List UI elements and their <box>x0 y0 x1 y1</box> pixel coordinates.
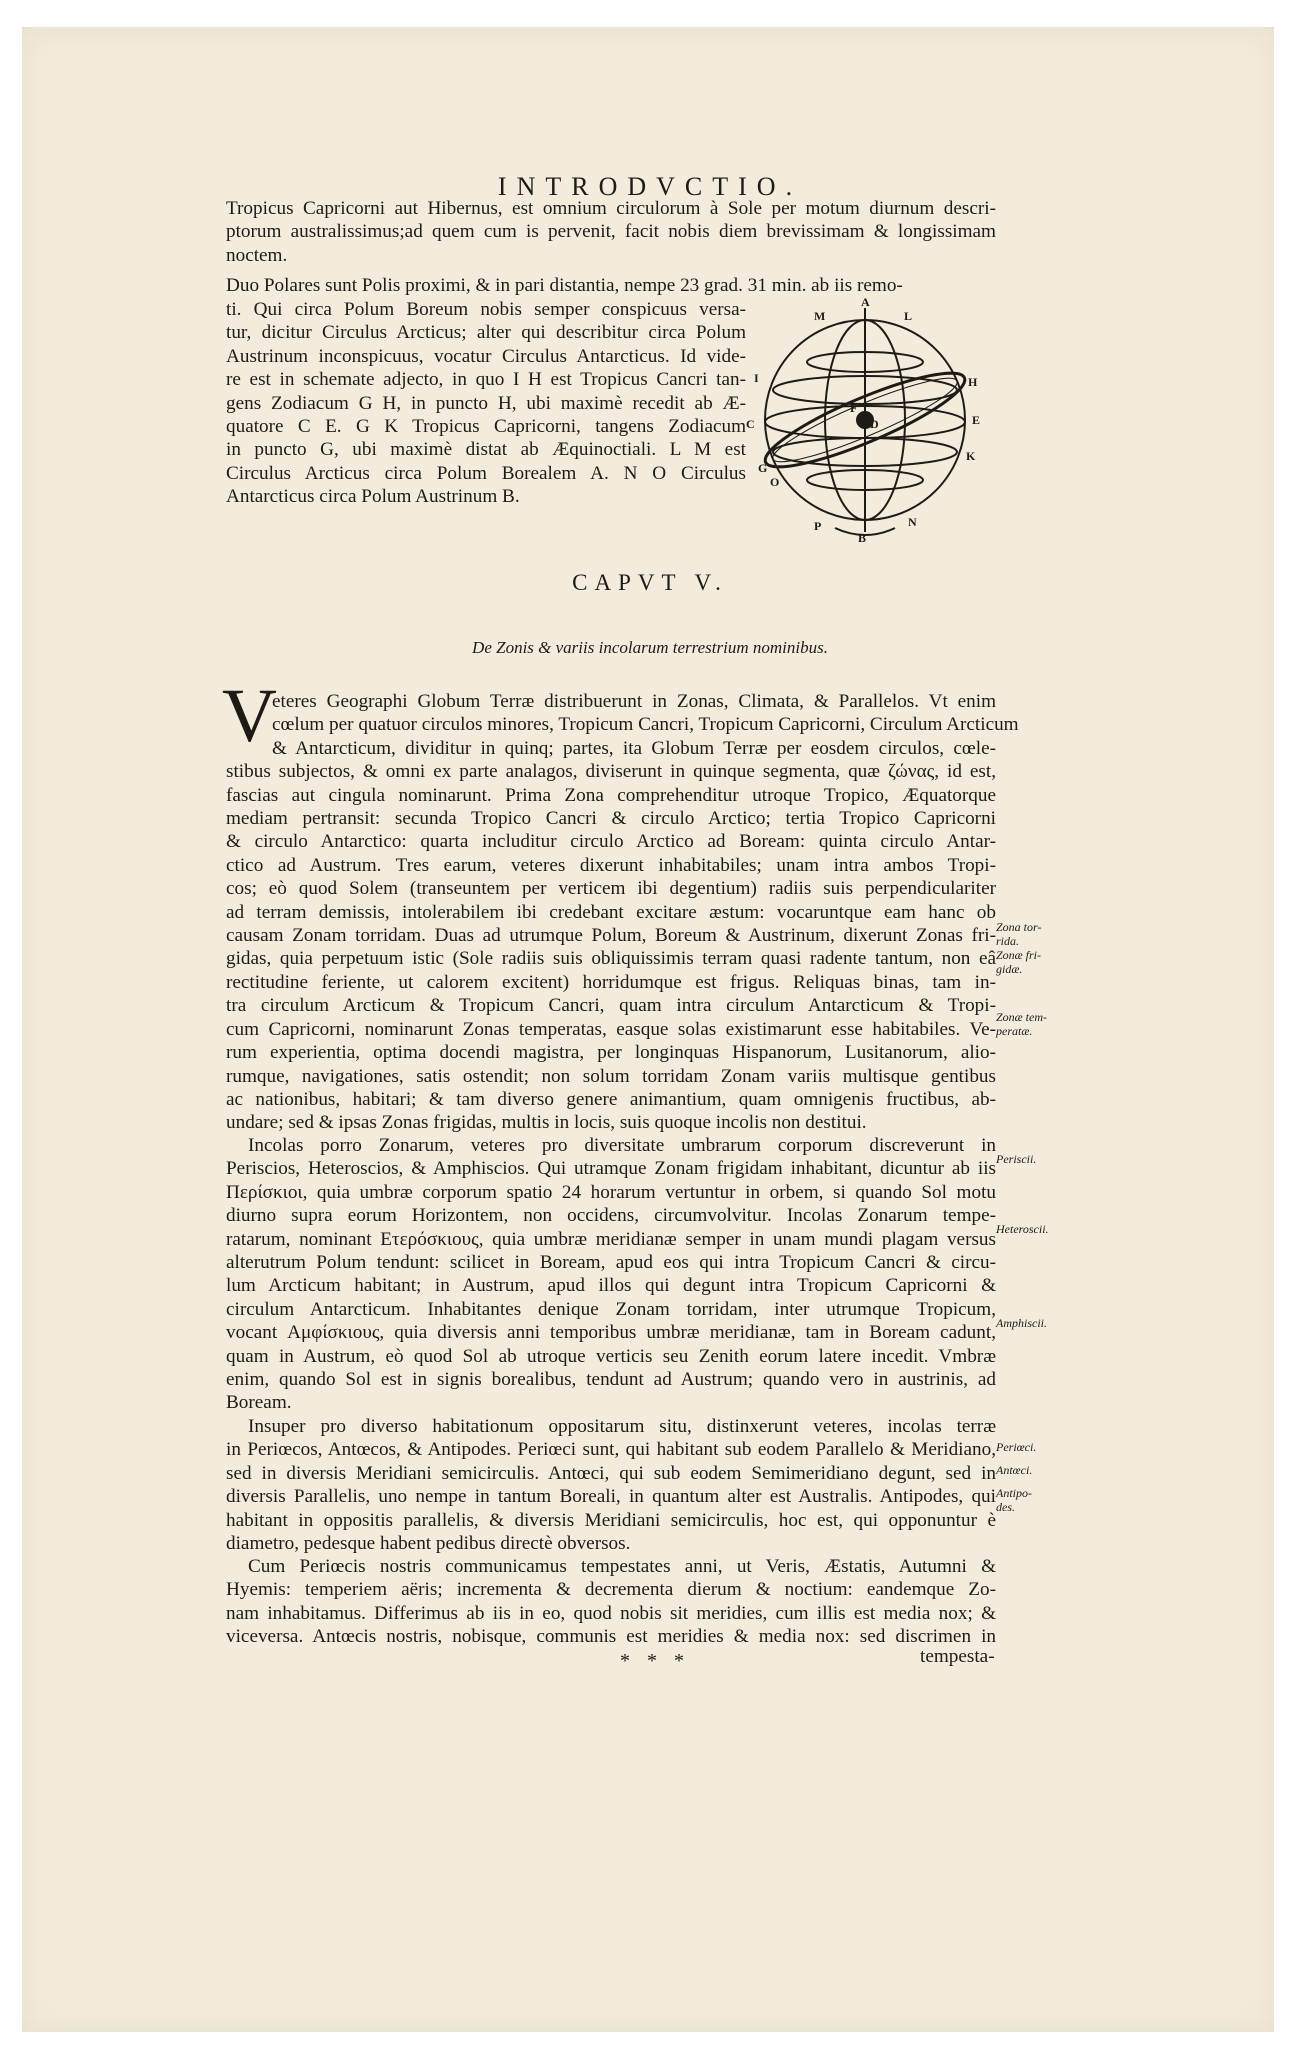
note-line: des. <box>996 1500 1015 1514</box>
text-line: in puncto G, ubi maximè distat ab Æquinoctiali. L M est <box>226 439 746 461</box>
text-line: viceversa. Antœcis nostris, nobisque, communis est meridies & media nox: sed discrimen in <box>226 1626 996 1648</box>
signature-mark: * * * <box>620 1650 690 1672</box>
chapter-title: CAPVT V. <box>572 570 728 595</box>
text-line: Incolas porro Zonarum, veteres pro diversitate umbrarum corporum discreverunt in <box>248 1135 996 1156</box>
text-line: stibus subjectos, & omni ex parte analagos, diviserunt in quinque segmenta, quæ ζώνας, id est, <box>226 761 996 783</box>
note-line: Zonæ tem- <box>996 1010 1047 1024</box>
text-line: quatore C E. G K Tropicus Capricorni, tangens Zodiacum <box>226 416 746 438</box>
label-b: B <box>858 531 867 545</box>
text-line: tra circulum Arcticum & Tropicum Cancri, quam intra circulum Antarcticum & Tropi- <box>226 995 996 1017</box>
text-line: Circulus Arcticus circa Polum Borealem A. N O Circulus <box>226 462 746 484</box>
label-m: M <box>814 309 826 323</box>
text-line: diurno supra eorum Horizontem, non occidens, circumvolvitur. Incolas Zonarum tempe- <box>226 1205 996 1227</box>
text-line: mediam pertransit: secunda Tropico Cancri & circulo Arctico; tertia Tropico Capricorni <box>226 808 996 830</box>
label-a: A <box>861 295 870 309</box>
margin-note-perioeci: Periœci. <box>996 1440 1037 1454</box>
label-p: P <box>814 519 822 533</box>
text-line: sed in diversis Meridiani semicirculis. Antœci, qui sub eodem Semimeridiano degunt, sed in <box>226 1462 996 1484</box>
text-line: Hyemis: temperiem aëris; incrementa & decrementa dierum & noctium: eandemque Zo- <box>226 1579 996 1601</box>
text-line: ratarum, nominant Ετερόσκιους, quia umbræ meridianæ semper in unam mundi plagam versus <box>226 1228 996 1250</box>
text-line: diametro, pedesque habent pedibus directè obversos. <box>226 1533 631 1555</box>
body-paragraph-4 <box>226 1555 996 1649</box>
intro-paragraph-2 <box>226 298 746 509</box>
text-line: cos; eò quod Solem (transeuntem per verticem ibi degentium) radiis suis perpendiculariter <box>226 878 996 900</box>
intro-paragraph-1 <box>226 197 996 267</box>
text-line: gidas, quia perpetuum istic (Sole radiis suis obliquissimis terram quasi radente tantum, non eâ <box>226 948 996 970</box>
text-line: causam Zonam torridam. Duas ad utrumque Polum, Boreum & Austrinum, dixerunt Zonas fri- <box>226 925 996 947</box>
armillary-sphere-figure <box>740 290 990 550</box>
margin-note-antoeci: Antœci. <box>996 1463 1033 1477</box>
text-line: ptorum australissimus;ad quem cum is pervenit, facit nobis diem brevissimam & longissimam <box>226 221 996 243</box>
text-line: rumque, navigationes, satis ostendit; non solum torridam Zonam variis multisque gentibus <box>226 1065 996 1087</box>
text-line: fascias aut cingula nominarunt. Prima Zona comprehenditur utroque Tropico, Æquatorque <box>226 784 996 806</box>
text-line: & Antarcticum, dividitur in quinq; partes, ita Globum Terræ per eosdem circulos, cœle- <box>272 737 996 759</box>
label-c: C <box>746 417 755 431</box>
margin-note-zonae-temperatae <box>996 1010 1047 1038</box>
text-line: circulum Antarcticum. Inhabitantes denique Zonam torridam, inter utrumque Tropicum, <box>226 1298 996 1320</box>
text-line: ad terram demissis, intolerabilem ibi credebant excitare æstum: vocaruntque eam hanc ob <box>226 901 996 923</box>
text-line: noctem. <box>226 244 288 266</box>
note-line: gidæ. <box>996 962 1023 976</box>
drop-cap: V <box>222 674 277 758</box>
text-line: quam in Austrum, eò quod Sol ab utroque verticis seu Zenith eorum latere incedit. Vmbræ <box>226 1345 996 1367</box>
margin-note-periscii: Periscii. <box>996 1152 1037 1166</box>
text-line: nam inhabitamus. Differimus ab iis in eo, quod nobis sit meridies, cum illis est media nox; & <box>226 1602 996 1624</box>
margin-note-zona-torrida <box>996 920 1041 948</box>
catchword: tempesta- <box>920 1646 995 1667</box>
label-d: D <box>870 417 879 431</box>
text-line: cum Capricorni, nominarunt Zonas temperatas, easque solas existimarunt esse habitabiles. Ve- <box>226 1018 996 1040</box>
label-e: E <box>972 413 981 427</box>
text-line: Περίσκιοι, quia umbræ corporum spatio 24 horarum vertuntur in orbem, si quando Sol motu <box>226 1181 996 1203</box>
text-line: Antarcticus circa Polum Austrinum B. <box>226 486 520 508</box>
text-line: habitant in oppositis parallelis, & diversis Meridiani semicirculis, hoc est, qui opponuntur è <box>226 1509 996 1531</box>
label-h: H <box>968 375 978 389</box>
text-line: cœlum per quatuor circulos minores, Tropicum Cancri, Tropicum Capricorni, Circulum Arcticum <box>272 714 1019 736</box>
text-line: in Periœcos, Antœcos, & Antipodes. Periœci sunt, qui habitant sub eodem Parallelo & Meridiano, <box>226 1439 996 1461</box>
margin-note-heteroscii: Heteroscii. <box>996 1222 1049 1236</box>
text-line: Boream. <box>226 1392 292 1414</box>
text-line: diversis Parallelis, uno nempe in tantum Boreali, in quantum alter est Australis. Antipodes, qui <box>226 1486 996 1508</box>
note-line: Zona tor- <box>996 920 1042 934</box>
text-line: ac nationibus, habitari; & tam diverso genere animantium, quam omnigenis fructibus, ab- <box>226 1088 996 1110</box>
label-k: K <box>966 449 976 463</box>
text-line: tur, dicitur Circulus Arcticus; alter qui describitur circa Polum <box>226 322 746 344</box>
text-line: lum Arcticum habitant; in Austrum, apud illos qui degunt intra Tropicum Capricorni & <box>226 1275 996 1297</box>
text-line: alterutrum Polum tendunt: scilicet in Boream, apud eos qui intra Tropicum Cancri & circu- <box>226 1252 996 1274</box>
text-line: Cum Periœcis nostris communicamus tempestates anni, ut Veris, Æstatis, Autumni & <box>248 1556 996 1577</box>
note-line: Antipo- <box>996 1486 1032 1500</box>
text-line: Tropicus Capricorni aut Hibernus, est omnium circulorum à Sole per motum diurnum descri- <box>226 198 996 219</box>
text-line: vocant Αμφίσκιους, quia diversis anni temporibus umbræ meridianæ, tam in Boream cadunt, <box>226 1322 996 1344</box>
chapter-subtitle: De Zonis & variis incolarum terrestrium nominibus. <box>472 638 828 657</box>
text-line: Austrinum inconspicuus, vocatur Circulus Antarcticus. Id vide- <box>226 345 746 367</box>
body-paragraph-2 <box>226 1134 996 1415</box>
text-line: ctico ad Austrum. Tres earum, veteres dixerunt inhabitabiles; unam intra ambos Tropi- <box>226 854 996 876</box>
label-i: I <box>754 371 759 385</box>
text-line: eteres Geographi Globum Terræ distribuerunt in Zonas, Climata, & Parallelos. Vt enim <box>272 691 996 712</box>
text-line: & circulo Antarctico: quarta includitur circulo Arctico ad Boream: quinta circulo Antar- <box>226 831 996 853</box>
note-line: rida. <box>996 934 1020 948</box>
text-line: Insuper pro diverso habitationum oppositarum situ, distinxerunt veteres, incolas terræ <box>248 1416 996 1437</box>
note-line: Zonæ fri- <box>996 948 1042 962</box>
text-line: undare; sed & ipsas Zonas frigidas, multis in locis, suis quoque incolis non destitui. <box>226 1112 867 1134</box>
label-g: G <box>758 461 768 475</box>
running-head: INTRODVCTIO. <box>497 172 803 201</box>
text-line: enim, quando Sol est in signis borealibus, tendunt ad Austrum; quando vero in austrinis, ad <box>226 1369 996 1391</box>
label-o: O <box>770 475 780 489</box>
text-line: re est in schemate adjecto, in quo I H est Tropicus Cancri tan- <box>226 369 746 391</box>
text-line: gens Zodiacum G H, in puncto H, ubi maximè recedit ab Æ- <box>226 392 746 414</box>
text-line: ti. Qui circa Polum Boreum nobis semper conspicuus versa- <box>226 299 746 320</box>
body-paragraph-3 <box>226 1415 996 1555</box>
margin-note-antipodes <box>996 1486 1032 1514</box>
text-line: rum experientia, optima docendi magistra, per longinquas Hispanorum, Lusitanorum, alio- <box>226 1042 996 1064</box>
text-line: Duo Polares sunt Polis proximi, & in pari distantia, nempe 23 grad. 31 min. ab iis remo- <box>226 275 903 296</box>
note-line: peratæ. <box>996 1024 1033 1038</box>
text-line: rectitudine feriente, ut calorem excitent) horridumque est frigus. Reliquas binas, tam in- <box>226 971 996 993</box>
margin-note-amphiscii: Amphiscii. <box>996 1316 1047 1330</box>
label-n: N <box>908 515 917 529</box>
label-f: F <box>850 401 858 415</box>
label-l: L <box>904 309 913 323</box>
margin-note-zonae-frigidae <box>996 948 1041 976</box>
text-line: Periscios, Heteroscios, & Amphiscios. Qui utramque Zonam frigidam inhabitant, dicuntur ab iis <box>226 1158 996 1180</box>
